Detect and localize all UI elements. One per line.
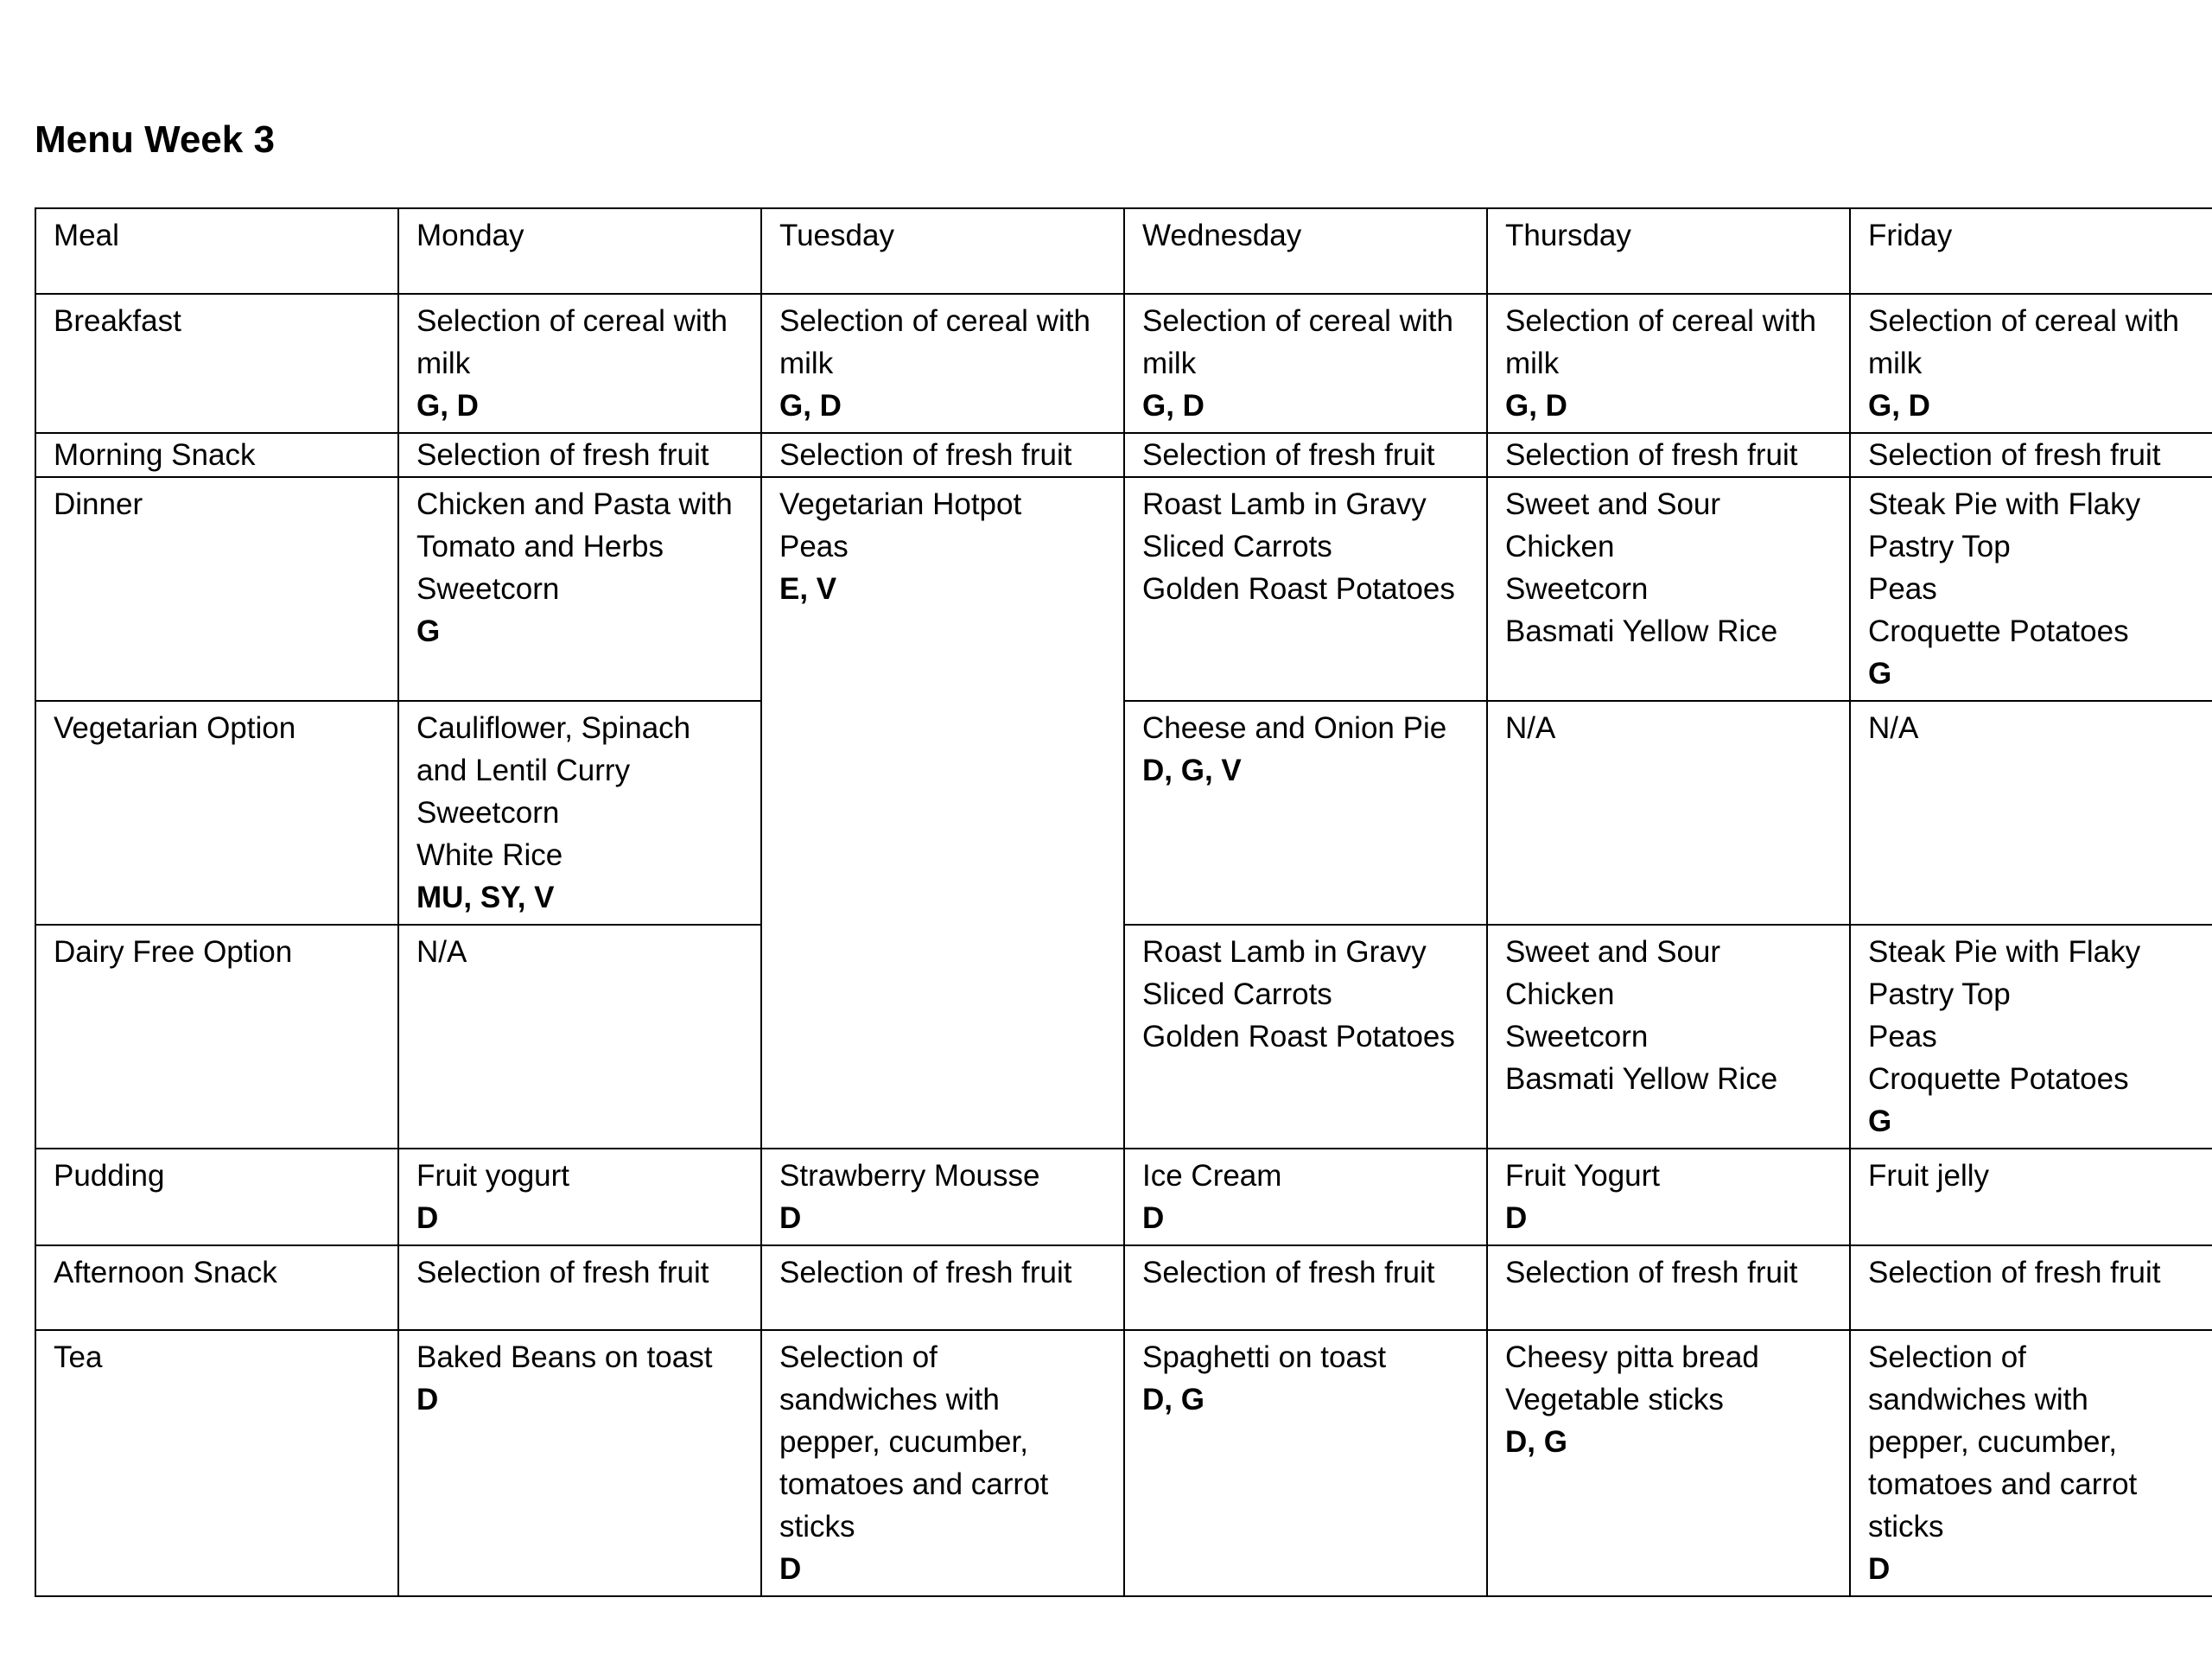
dish-line: Sweetcorn [1505,1020,1649,1053]
tea-friday [1850,1330,2212,1596]
vegetarian-option-friday [1850,701,2212,925]
allergen-codes: D [779,1201,802,1235]
dish-line: Selection of fresh fruit [779,1256,1072,1289]
dish-line: Tomato and Herbs [416,530,664,563]
dish-line: Chicken and Pasta with [416,487,733,521]
morning-snack-friday [1850,433,2212,477]
breakfast-row [35,294,2212,433]
dish-line: Peas [1868,1020,1937,1053]
allergen-codes: G, D [1868,389,1930,423]
pudding-row [35,1149,2212,1245]
allergen-codes: G, D [779,389,842,423]
dish-line: Selection of cereal with [1868,304,2179,338]
page-title: Menu Week 3 [35,118,275,161]
dish-line: sandwiches with [779,1383,1000,1416]
row-label-afternoon-snack: Afternoon Snack [35,1245,398,1330]
breakfast-wednesday [1124,294,1487,433]
dinner-friday [1850,477,2212,701]
morning-snack-wednesday [1124,433,1487,477]
morning-snack-thursday [1487,433,1850,477]
allergen-codes: G [1868,1104,1892,1138]
row-label-dinner: Dinner [35,477,398,701]
allergen-codes: D [1505,1201,1528,1235]
dinner-thursday [1487,477,1850,701]
tea-tuesday [761,1330,1124,1596]
dish-line: Steak Pie with Flaky [1868,935,2141,969]
afternoon-snack-tuesday [761,1245,1124,1330]
dish-line: Selection of cereal with [779,304,1090,338]
dish-line: Vegetarian Hotpot [779,487,1022,521]
dish-line: pepper, cucumber, [779,1425,1028,1459]
allergen-codes: D [416,1201,439,1235]
dish-line: Croquette Potatoes [1868,1062,2129,1096]
dish-line: Selection of fresh fruit [416,1256,709,1289]
dish-line: Selection of fresh fruit [1868,1256,2161,1289]
vegetarian-option-thursday [1487,701,1850,925]
dish-line: sticks [1868,1510,1944,1544]
header-row [35,208,2212,294]
dinner-monday [398,477,761,701]
dish-line: sticks [779,1510,855,1544]
header-tuesday: Tuesday [761,208,1124,294]
vegetarian-option-wednesday [1124,701,1487,925]
dish-line: Basmati Yellow Rice [1505,614,1778,648]
dish-line: Selection of [1868,1340,2026,1374]
dish-line: Strawberry Mousse [779,1159,1040,1193]
dish-line: milk [1142,347,1197,380]
dairy-free-option-thursday [1487,925,1850,1149]
dish-line: Selection of cereal with [1505,304,1816,338]
menu-table [35,207,2212,1597]
dish-line: tomatoes and carrot [1868,1467,2138,1501]
dish-line: Selection of fresh fruit [1142,1256,1435,1289]
dish-line: pepper, cucumber, [1868,1425,2117,1459]
afternoon-snack-wednesday [1124,1245,1487,1330]
dish-line: Steak Pie with Flaky [1868,487,2141,521]
dish-line: Vegetable sticks [1505,1383,1724,1416]
allergen-codes: G [416,614,441,648]
header-wednesday: Wednesday [1124,208,1487,294]
dish-line: Spaghetti on toast [1142,1340,1387,1374]
header-monday: Monday [398,208,761,294]
pudding-tuesday [761,1149,1124,1245]
allergen-codes: G, D [416,389,479,423]
dish-line: Roast Lamb in Gravy [1142,487,1427,521]
vegetarian-option-row [35,701,2212,925]
dish-line: Selection of [779,1340,938,1374]
allergen-codes: G, D [1142,389,1205,423]
vegetarian-option-monday [398,701,761,925]
dish-line: Peas [1868,572,1937,606]
afternoon-snack-thursday [1487,1245,1850,1330]
morning-snack-monday [398,433,761,477]
pudding-wednesday [1124,1149,1487,1245]
dish-line: Sliced Carrots [1142,977,1332,1011]
dish-line: Fruit yogurt [416,1159,569,1193]
dish-line: Sweetcorn [416,796,560,830]
row-label-dairy-free-option: Dairy Free Option [35,925,398,1149]
allergen-codes: D, G, V [1142,754,1242,787]
tea-wednesday [1124,1330,1487,1596]
dish-line: Selection of fresh fruit [779,438,1072,472]
allergen-codes: D [1868,1552,1891,1586]
dish-line: Baked Beans on toast [416,1340,713,1374]
allergen-codes: D [1142,1201,1165,1235]
dish-line: Golden Roast Potatoes [1142,1020,1455,1053]
dairy-free-option-monday [398,925,761,1149]
row-label-pudding: Pudding [35,1149,398,1245]
breakfast-thursday [1487,294,1850,433]
dinner-wednesday [1124,477,1487,701]
dish-line: Selection of fresh fruit [1505,1256,1798,1289]
dinner-row [35,477,2212,701]
row-label-morning-snack: Morning Snack [35,433,398,477]
dish-line: Peas [779,530,849,563]
pudding-thursday [1487,1149,1850,1245]
allergen-codes: D, G [1505,1425,1567,1459]
allergen-codes: E, V [779,572,837,606]
dish-line: sandwiches with [1868,1383,2088,1416]
dairy-free-option-wednesday [1124,925,1487,1149]
breakfast-friday [1850,294,2212,433]
header-friday: Friday [1850,208,2212,294]
dish-line: Roast Lamb in Gravy [1142,935,1427,969]
dish-line: Sweet and Sour [1505,935,1721,969]
dish-line: Sweetcorn [1505,572,1649,606]
dish-line: milk [416,347,471,380]
afternoon-snack-friday [1850,1245,2212,1330]
afternoon-snack-monday [398,1245,761,1330]
dish-line: Croquette Potatoes [1868,614,2129,648]
header-meal: Meal [35,208,398,294]
row-label-vegetarian-option: Vegetarian Option [35,701,398,925]
dairy-free-option-row [35,925,2212,1149]
allergen-codes: G [1868,657,1892,691]
dish-line: Fruit Yogurt [1505,1159,1660,1193]
allergen-codes: D, G [1142,1383,1205,1416]
dish-line: Selection of cereal with [1142,304,1453,338]
breakfast-monday [398,294,761,433]
dish-line: Sweetcorn [416,572,560,606]
dish-line: milk [1868,347,1923,380]
dish-line: Basmati Yellow Rice [1505,1062,1778,1096]
dinner-tuesday [761,477,1124,1149]
dish-line: Pastry Top [1868,977,2011,1011]
dish-line: Sliced Carrots [1142,530,1332,563]
row-label-breakfast: Breakfast [35,294,398,433]
tea-row [35,1330,2212,1596]
pudding-monday [398,1149,761,1245]
dish-line: Selection of fresh fruit [1868,438,2161,472]
dish-line: N/A [416,935,467,969]
morning-snack-row [35,433,2212,477]
pudding-friday [1850,1149,2212,1245]
dish-line: N/A [1505,711,1556,745]
dish-line: Sweet and Sour [1505,487,1721,521]
header-thursday: Thursday [1487,208,1850,294]
dish-line: N/A [1868,711,1919,745]
dish-line: Selection of fresh fruit [416,438,709,472]
row-label-tea: Tea [35,1330,398,1596]
dish-line: Cheesy pitta bread [1505,1340,1759,1374]
dish-line: Golden Roast Potatoes [1142,572,1455,606]
dish-line: and Lentil Curry [416,754,631,787]
allergen-codes: G, D [1505,389,1567,423]
dish-line: milk [779,347,834,380]
dish-line: Selection of cereal with [416,304,728,338]
tea-thursday [1487,1330,1850,1596]
allergen-codes: D [416,1383,439,1416]
dish-line: milk [1505,347,1560,380]
dish-line: Cauliflower, Spinach [416,711,691,745]
dish-line: Selection of fresh fruit [1142,438,1435,472]
dish-line: Fruit jelly [1868,1159,1990,1193]
dish-line: Selection of fresh fruit [1505,438,1798,472]
dish-line: Cheese and Onion Pie [1142,711,1447,745]
afternoon-snack-row [35,1245,2212,1330]
tea-monday [398,1330,761,1596]
dish-line: Ice Cream [1142,1159,1282,1193]
allergen-codes: MU, SY, V [416,881,555,914]
breakfast-tuesday [761,294,1124,433]
dairy-free-option-friday [1850,925,2212,1149]
dish-line: tomatoes and carrot [779,1467,1049,1501]
dish-line: Chicken [1505,530,1615,563]
allergen-codes: D [779,1552,802,1586]
morning-snack-tuesday [761,433,1124,477]
dish-line: Chicken [1505,977,1615,1011]
dish-line: Pastry Top [1868,530,2011,563]
dish-line: White Rice [416,838,563,872]
